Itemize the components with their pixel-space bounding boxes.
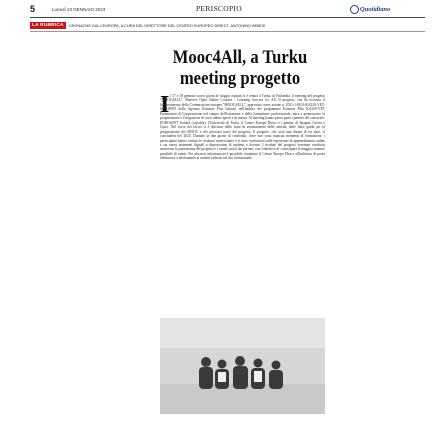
- article-body: [160, 94, 325, 312]
- article-text: [160, 94, 325, 161]
- rubric-badge: LA RUBRICA: [32, 23, 64, 28]
- rubric-bar: [30, 21, 430, 30]
- page-number: 5: [30, 4, 36, 14]
- headline-line-2: meeting progetto: [179, 69, 301, 89]
- group-photo-image: [160, 318, 325, 414]
- article-photo: [160, 318, 325, 414]
- newspaper-logo: [350, 4, 426, 14]
- rubric-caption: CRONACHE DALL'EUROPA, A CURA DEL DIRETTORE DEL CENTRO EUROPEO DIRECT, ANTONINO IMBESI: [68, 23, 266, 28]
- section-title: PERISCOPIO: [196, 4, 242, 13]
- rubric-divider: [30, 31, 425, 32]
- article-paragraph: l 17 e 18 gennaio scorsi giorni di viaggio ospitati si è tenuto a Turku, in Finlandia, il meeting del progetto "MOOC4ALL": Massive Open Online Courses - Learning Success for All. Il progetto, che ha ricevuto il finanziamento della Commissione europea "MOOC4ALL", approvato come azione n. 2021-1-IE01-KA220-VET-000028955 della Agenzia Erasmus Plus Ireland, nell'ambito del programma Erasmus Plus KA220-VET Partenariati di Cooperazione nel campo dell'istruzione e della formazione professionale, mira a promuovere la progettazione e l'erogazione di corsi online aperti e di massa. Al meeting hanno preso parte i partner del consorzio: EUROSOFT Ireland (capofila), l'Università di Turku, il Centro Europe Direct e i partner di Spagna, Grecia e Cipro. Nel corso dei lavori si è discusso dello stato di avanzamento delle attività, delle linee guida per la progettazione dei MOOC e dei prossimi passi del progetto. Il progetto, che avrà una durata di tre anni, si concluderà nel 2025. Durante la due giorni di confronto, dove non sono mancati momenti di formazione, i partecipanti hanno visitato le strutture universitarie e si sono confrontati sulle esperienze di apprendimento online e sui nuovi strumenti digitali a disposizione di studenti e docenti. I risultati del progetto verranno condivisi attraverso la piattaforma del progetto e i canali social dei partner, con l'obiettivo di coinvolgere il maggior numero possibile di utenti. Per ulteriori informazioni è possibile contattare il Centro Europe Direct all'indirizzo di posta elettronica o telefonando ai numeri indicati sul sito istituzionale.: [160, 94, 325, 161]
- globe-icon: [350, 5, 359, 14]
- page-header: [0, 0, 447, 40]
- header-divider: [30, 17, 425, 18]
- drop-cap: I: [160, 94, 170, 118]
- article-headline: [150, 48, 330, 90]
- logo-wordmark: Quotidiano: [360, 5, 391, 13]
- issue-date: Lunedì 23 GENNAIO 2023: [52, 7, 106, 12]
- headline-line-1: Mooc4All, a Turku: [172, 48, 308, 68]
